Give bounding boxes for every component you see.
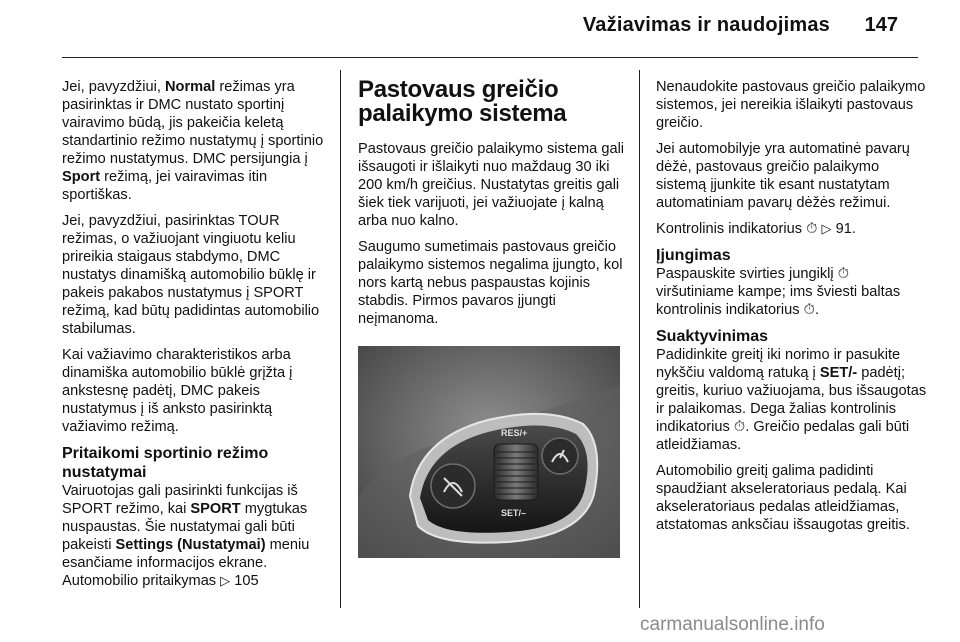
bold-term: Settings (Nustatymai) (115, 537, 266, 553)
text: meniu esančiame informacijos ekrane. Automobilio pritaikymas (62, 537, 310, 589)
page-ref[interactable]: 91. (835, 221, 856, 237)
bold-term: SET/- (819, 365, 858, 381)
text: mygtukas nuspaustas. Šie nustatymai gali būti pakeisti (62, 501, 308, 553)
page-ref-arrow-icon: ▷ (821, 221, 832, 236)
text: Jei, pavyzdžiui, (62, 79, 166, 95)
page-ref[interactable]: 105 (234, 573, 259, 589)
paragraph: Jei, pavyzdžiui, pasirinktas TOUR režimas, o važiuojant vingiuotu keliu prireikia staigaus stabdymo, DMC nustatys dinamišką automobilio būklę ir pakeis pakabos nustatymus į SPORT režimą, kad būtų padidintas automobilio stabilumas. (62, 213, 320, 337)
cruise-control-indicator-icon: ⏱ (733, 419, 746, 435)
text: . Greičio pedalas gali būti atleidžiamas. (656, 419, 910, 453)
steering-wheel-cruise-control-illustration (358, 346, 620, 558)
paragraph: Nenaudokite pastovaus greičio palaikymo sistemos, jei nereikia išlaikyti pastovaus greičio. (656, 79, 926, 131)
page-ref-arrow-icon: ▷ (220, 573, 231, 588)
paragraph (62, 78, 332, 204)
watermark: carmanualsonline.info (640, 614, 825, 635)
bold-term: Sport (62, 169, 101, 185)
column-divider-1 (340, 70, 341, 608)
cruise-control-indicator-icon: ⏱ (803, 302, 816, 318)
header-rule (62, 57, 918, 58)
paragraph (62, 482, 332, 590)
text: režimas yra pasirinktas ir DMC nustato sportinį vairavimo būdą, jis pakeičia keletą standartinio režimo nustatymų į sportinio režimo nustatymus. DMC persijungia į (62, 79, 324, 167)
paragraph (656, 346, 928, 454)
text: Padidinkite greitį iki norimo ir pasukite nykščiu valdomą ratuką į (656, 347, 901, 381)
paragraph (656, 265, 928, 319)
text: Paspauskite svirties jungiklį (656, 266, 838, 282)
running-head: Važiavimas ir naudojimas (582, 14, 830, 36)
text: Kontrolinis indikatorius (656, 221, 807, 237)
text: padėtį; greitis, kuriuo važiuojama, bus išsaugotas ir palaikomas. Dega žalias kontrolinis indikatorius (656, 365, 927, 435)
paragraph: Pastovaus greičio palaikymo sistema gali išsaugoti ir išlaikyti nuo maždaug 30 iki 200 km/h greičius. Nustatytas greitis gali šiek tiek varijuoti, jei važiuojate į kalną arba nuo kalno. (358, 141, 625, 229)
text: Vairuotojas gali pasirinkti funkcijas iš SPORT režimo, kai (62, 483, 298, 517)
column-3 (656, 78, 928, 542)
bold-term: SPORT (190, 501, 241, 517)
section-heading: Pritaikomi sportinio režimo nustatymai (62, 445, 269, 481)
bold-term: Normal (165, 79, 216, 95)
chapter-heading: Pastovaus greičio palaikymo sistema (358, 76, 567, 127)
page-number: 147 (864, 14, 898, 36)
paragraph: Kai važiavimo charakteristikos arba dinamiška automobilio būklė grįžta į ankstesnę padėtį, DMC pakeis nustatymus į iš anksto pasirinktą važiavimo režimą. (62, 347, 293, 435)
text: režimą, jei vairavimas itin sportiškas. (62, 169, 268, 203)
text: viršutiniame kampe; ims šviesti baltas kontrolinis indikatorius (656, 284, 901, 318)
illustration-label-res: RES/+ (501, 428, 528, 438)
column-1 (62, 78, 332, 598)
section-heading: Įjungimas (656, 247, 731, 264)
illustration-label-set: SET/– (501, 508, 527, 518)
column-divider-2 (639, 70, 640, 608)
column-2 (358, 78, 630, 558)
cruise-control-indicator-icon: ⏱ (806, 221, 818, 237)
section-heading: Suaktyvinimas (656, 328, 769, 345)
paragraph (656, 220, 928, 238)
paragraph: Jei automobilyje yra automatinė pavarų dėžė, pastovaus greičio palaikymo sistemą įjunkite tik esant nustatytam automatiniam pavarų dėžės režimui. (656, 141, 910, 211)
cruise-control-indicator-icon: ⏱ (837, 266, 850, 282)
paragraph: Saugumo sumetimais pastovaus greičio palaikymo sistemos negalima įjungto, kol nors kartą nebus paspaustas kojinis stabdis. Pirmos pavaros įjungti neįmanoma. (358, 239, 623, 327)
paragraph: Automobilio greitį galima padidinti spaudžiant akseleratoriaus pedalą. Kai akseleratoriaus pedalas atleidžiamas, atstatomas anksčiau išsaugotas greitis. (656, 463, 910, 533)
text: . (815, 302, 820, 318)
